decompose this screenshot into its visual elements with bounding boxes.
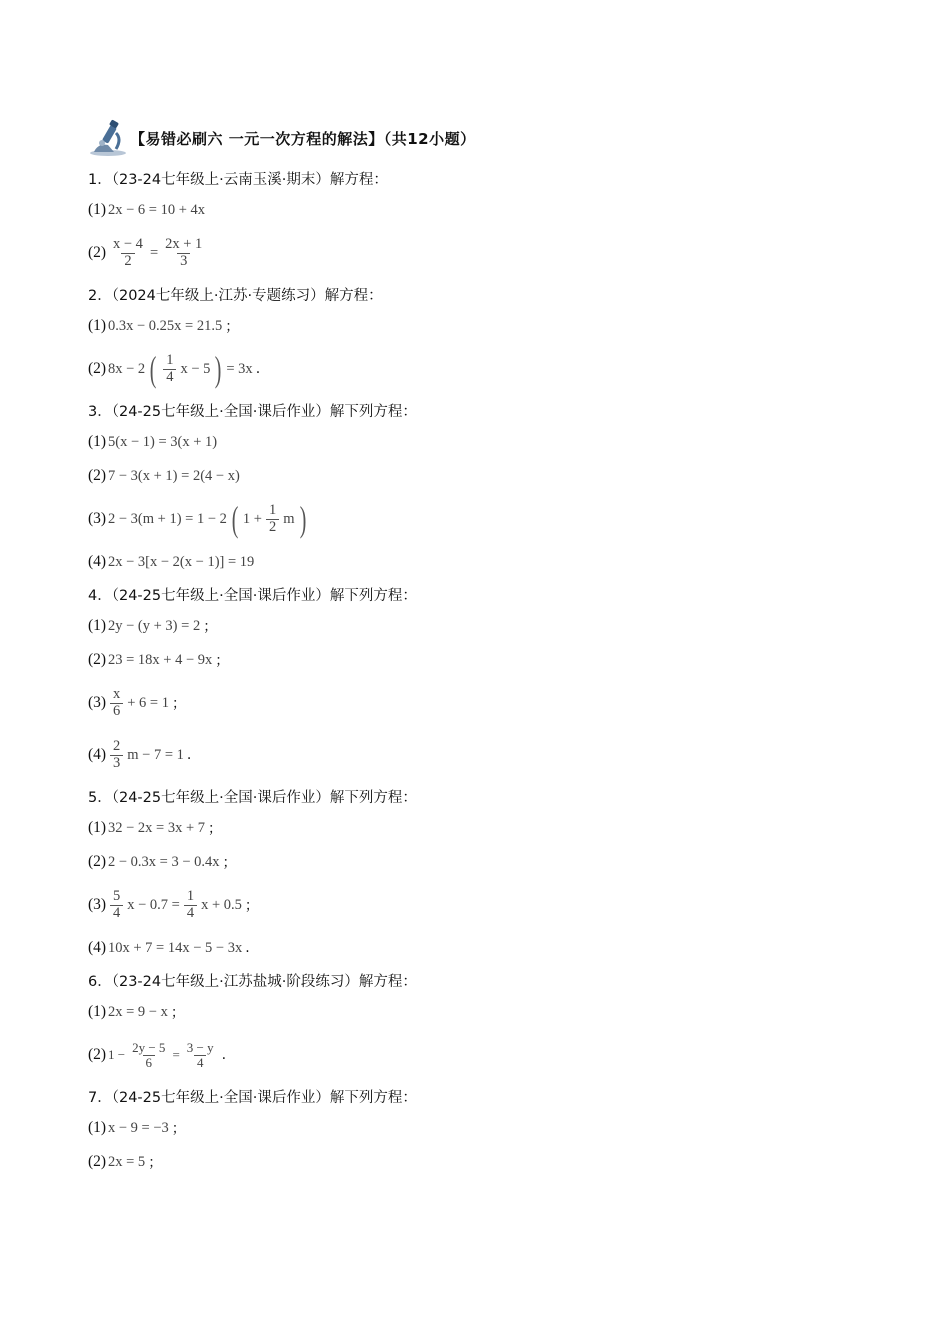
sub-item: (4) $\frac{2}{3}$ m − 7 = 1 . [88,738,192,771]
fraction: $\frac{2}{3}$ [110,739,123,770]
equation: 5(x − 1) = 3(x + 1) [108,433,218,450]
sub-label: (1) [88,819,107,836]
equation: 7 − 3(x + 1) = 2(4 − x) [108,467,240,484]
sub-item: (3) $\frac{5}{4}$ x − 0.7 = $\frac{1}{4}$ x + 0.5 ； [88,888,259,921]
question-5 [88,786,888,962]
sub-label: (1) [88,617,107,634]
equation: 2x = 5 [108,1153,146,1170]
sub-label: (1) [88,317,107,334]
sub-item: (1) 0.3x − 0.25x = 21.5 ； [88,317,240,335]
equation: 10x + 7 = 14x − 5 − 3x [108,939,243,956]
sub-label: (4) [88,746,107,763]
sub-item: (1) x − 9 = −3 ； [88,1119,186,1137]
equation: 2x − 6 = 10 + 4x [108,201,206,218]
fraction: $\frac{3 - y}{4}$ [186,1039,214,1070]
question-head: 4．（24-25七年级上·全国·课后作业）解下列方程： [88,588,417,604]
equation: 8x − 2 ( $\frac{1}{4}$ x − 5 ) = 3x [108,349,253,389]
sub-item [88,196,888,224]
question-head: 3．（24-25七年级上·全国·课后作业）解下列方程： [88,404,417,420]
sub-item: (1) 2x = 9 − x ； [88,1003,185,1021]
sub-label: (2) [88,244,107,261]
equation: 2x − 3[x − 2(x − 1)] = 19 [108,553,255,570]
equation: 2 − 0.3x = 3 − 0.4x [108,853,220,870]
question-3 [88,400,888,576]
question-head: 6．（23-24七年级上·江苏盐城·阶段练习）解方程： [88,974,417,990]
equation: x − 9 = −3 [108,1119,169,1136]
equation: 2y − (y + 3) = 2 [108,617,201,634]
equation: 2x = 9 − x [108,1003,168,1020]
sub-label: (2) [88,853,107,870]
fraction: $\frac{5}{4}$ [110,889,123,920]
fraction: $\frac{2y - 5}{6}$ [132,1039,166,1070]
sub-label: (1) [88,1003,107,1020]
sub-label: (4) [88,939,107,956]
sub-label: (3) [88,510,107,527]
equation: 1 − $\frac{2y - 5}{6}$ = $\frac{3 - y}{4}$ [108,1041,219,1069]
sub-item: (1) 32 − 2x = 3x + 7 ； [88,819,223,837]
question-6 [88,970,888,1078]
sub-item: (2) 2x = 5 ； [88,1153,163,1171]
fraction: $\frac{2x + 1}{3}$ [165,236,203,269]
sub-label: (2) [88,651,107,668]
section-title: 【易错必刷六 一元一次方程的解法】（共12小题） [130,129,476,148]
sub-item: (2) 23 = 18x + 4 − 9x ； [88,651,230,669]
fraction: $\frac{x - 4}{2}$ [113,236,143,269]
sub-label: (2) [88,1153,107,1170]
sub-item [88,230,888,276]
sub-label: (2) [88,360,107,377]
question-head: 2．（2024七年级上·江苏·专题练习）解方程： [88,288,383,304]
sub-label: (1) [88,201,107,218]
sub-item: (3) $\frac{x}{6}$ + 6 = 1 ； [88,686,186,719]
sub-label: (2) [88,1046,107,1063]
sub-label: (3) [88,694,107,711]
sub-item: (2) 1 − $\frac{2y - 5}{6}$ = $\frac{3 - y}{4}$ . [88,1039,227,1070]
sub-item: (1) 2y − (y + 3) = 2 ； [88,617,218,635]
equation: $\frac{x}{6}$ + 6 = 1 [108,687,169,718]
microscope-icon [88,119,128,157]
question-7 [88,1086,888,1176]
question-1 [88,168,888,276]
sub-label: (3) [88,896,107,913]
sub-item [88,462,888,490]
equation: 2 − 3(m + 1) = 1 − 2 ( 1 + $\frac{1}{2}$ m ) [108,499,306,539]
fraction: $\frac{1}{4}$ [163,353,176,384]
equation: $\frac{2}{3}$ m − 7 = 1 [108,739,184,770]
sub-label: (2) [88,467,107,484]
sub-label: (4) [88,553,107,570]
question-4 [88,584,888,778]
sub-item [88,428,888,456]
fraction: $\frac{x}{6}$ [110,687,123,718]
equation: 32 − 2x = 3x + 7 [108,819,206,836]
sub-label: (1) [88,1119,107,1136]
equation: $\frac{x - 4}{2}$ = $\frac{2x + 1}{3}$ [108,237,207,268]
equation: 0.3x − 0.25x = 21.5 [108,317,223,334]
document-page [88,118,888,1182]
fraction: $\frac{1}{4}$ [184,889,197,920]
equation: $\frac{5}{4}$ x − 0.7 = $\frac{1}{4}$ x + 0.5 [108,889,242,920]
sub-item: (4) 10x + 7 = 14x − 5 − 3x . [88,939,250,956]
fraction: $\frac{1}{2}$ [266,503,279,534]
question-head: 5．（24-25七年级上·全国·课后作业）解下列方程： [88,790,417,806]
question-2 [88,284,888,392]
sub-item: (2) 2 − 0.3x = 3 − 0.4x ； [88,853,237,871]
sub-label: (1) [88,433,107,450]
question-head: 7．（24-25七年级上·全国·课后作业）解下列方程： [88,1090,417,1106]
question-head: 1．（23-24七年级上·云南玉溪·期末）解方程： [88,172,388,188]
equation: 23 = 18x + 4 − 9x [108,651,213,668]
sub-item [88,548,888,576]
section-header [88,118,888,158]
sub-item: (2) 8x − 2 ( $\frac{1}{4}$ x − 5 ) = 3x . [88,349,261,389]
sub-item [88,496,888,542]
